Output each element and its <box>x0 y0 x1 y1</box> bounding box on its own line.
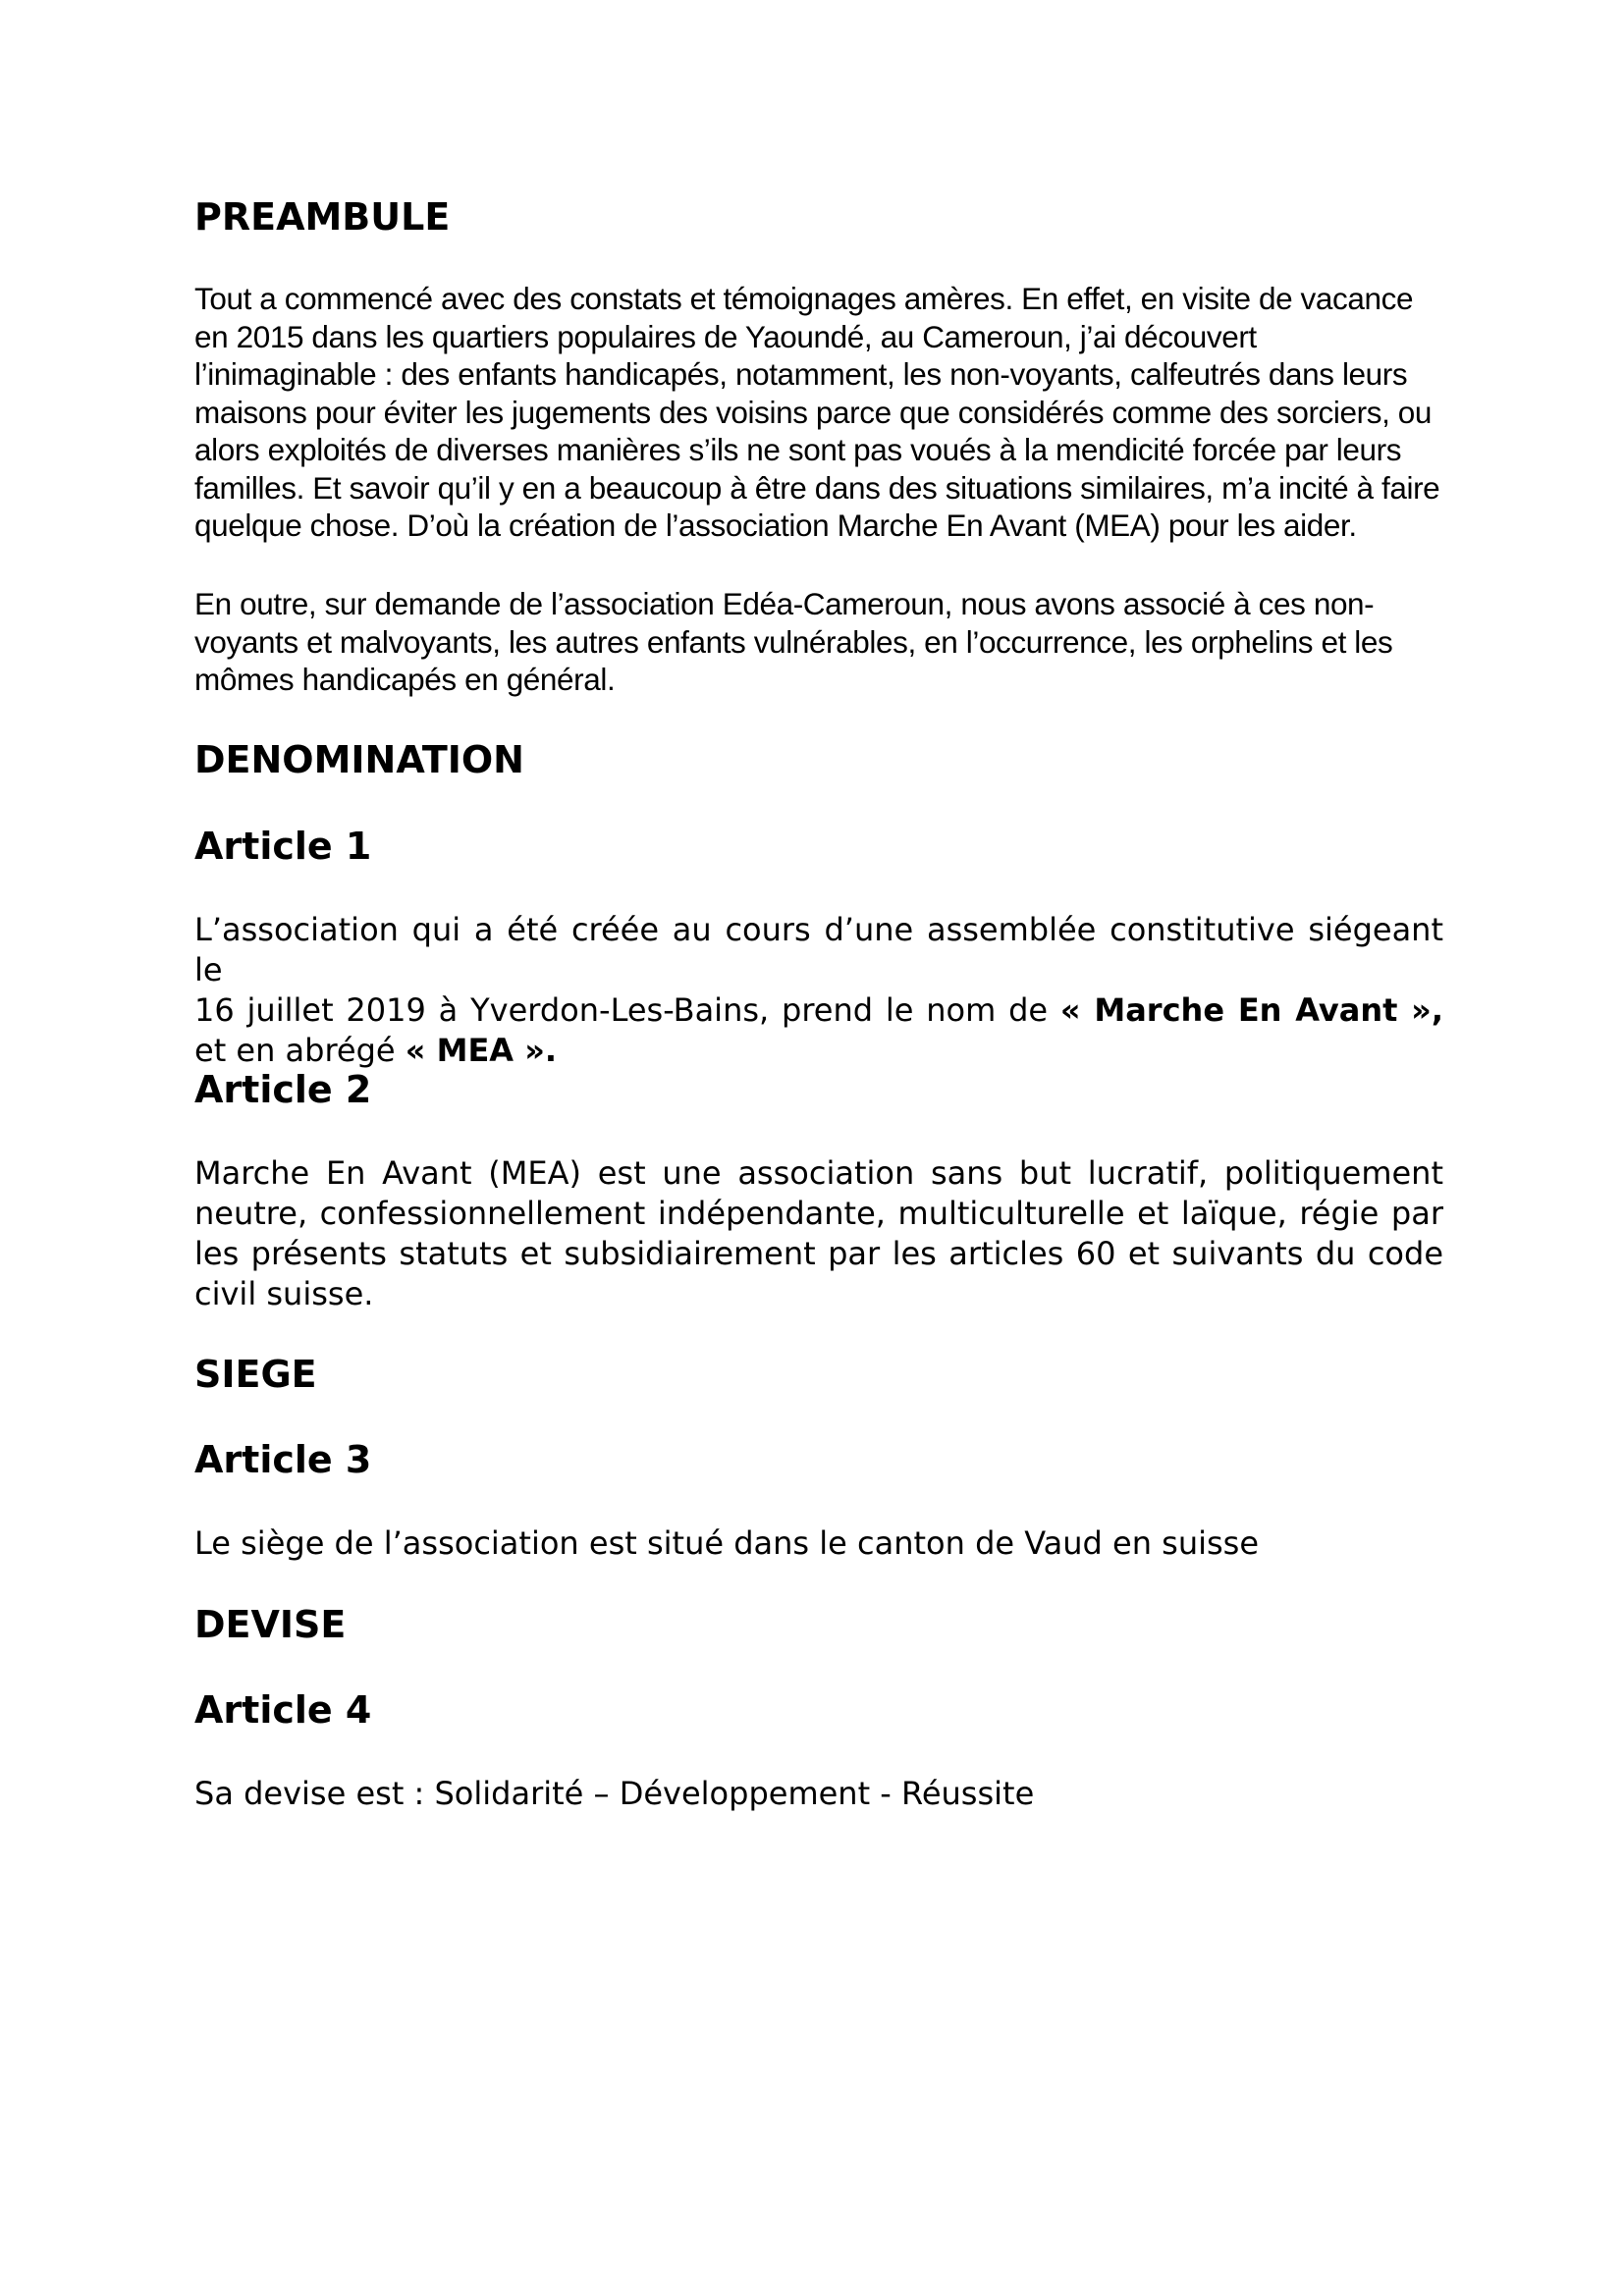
article-2-line: civil suisse. <box>194 1275 374 1312</box>
article-1-line <box>194 1031 1443 1071</box>
article-1-text <box>194 910 1443 1071</box>
article-4-title: Article 4 <box>194 1688 372 1732</box>
denomination-heading: DENOMINATION <box>194 738 524 781</box>
article-1-title: Article 1 <box>194 825 372 868</box>
preambule-line: quelque chose. D’où la création de l’association Marche En Avant (MEA) pour les aider. <box>194 507 1357 543</box>
preambule-line: mômes handicapés en général. <box>194 662 616 697</box>
article-1-line-text: 16 juillet 2019 à Yverdon-Les-Bains, prend le nom de <box>194 991 1060 1029</box>
article-1-line <box>194 990 1443 1031</box>
preambule-heading: PREAMBULE <box>194 195 451 239</box>
article-2-line: Marche En Avant (MEA) est une association sans but lucratif, politiquement <box>194 1154 1443 1192</box>
preambule-line: alors exploités de diverses manières s’ils ne sont pas voués à la mendicité forcée par leurs <box>194 432 1402 467</box>
article-3-line: Le siège de l’association est situé dans le canton de Vaud en suisse <box>194 1524 1260 1562</box>
preambule-line: l’inimaginable : des enfants handicapés, notamment, les non-voyants, calfeutrés dans leurs <box>194 356 1408 392</box>
article-2-title: Article 2 <box>194 1068 372 1111</box>
preambule-line: en 2015 dans les quartiers populaires de Yaoundé, au Cameroun, j’ai découvert <box>194 318 1257 354</box>
article-3-text <box>194 1523 1443 1564</box>
association-name: « Marche En Avant », <box>1059 991 1443 1029</box>
article-1-line: L’association qui a été créée au cours d’une assemblée constitutive siégeant le <box>194 911 1443 988</box>
association-abbreviation: « MEA ». <box>405 1032 558 1069</box>
preambule-line: En outre, sur demande de l’association Edéa-Cameroun, nous avons associé à ces non- <box>194 586 1375 621</box>
preambule-paragraph-1 <box>194 280 1500 545</box>
article-2-text <box>194 1153 1443 1314</box>
article-2-line: les présents statuts et subsidiairement par les articles 60 et suivants du code <box>194 1235 1443 1272</box>
preambule-line: familles. Et savoir qu’il y en a beaucoup à être dans des situations similaires, m’a incité à faire <box>194 469 1440 506</box>
article-1-line-text: et en abrégé <box>194 1032 406 1069</box>
preambule-line: maisons pour éviter les jugements des voisins parce que considérés comme des sorciers, ou <box>194 394 1433 430</box>
preambule-line: Tout a commencé avec des constats et témoignages amères. En effet, en visite de vacance <box>194 281 1414 316</box>
preambule-line: voyants et malvoyants, les autres enfants vulnérables, en l’occurrence, les orphelins et les <box>194 623 1393 660</box>
siege-heading: SIEGE <box>194 1353 317 1396</box>
article-2-line: neutre, confessionnellement indépendante, multiculturelle et laïque, régie par <box>194 1195 1443 1232</box>
article-3-title: Article 3 <box>194 1438 372 1481</box>
article-4-line: Sa devise est : Solidarité – Développement - Réussite <box>194 1775 1035 1812</box>
preambule-paragraph-2 <box>194 585 1500 699</box>
devise-heading: DEVISE <box>194 1603 347 1646</box>
article-4-text <box>194 1774 1443 1814</box>
